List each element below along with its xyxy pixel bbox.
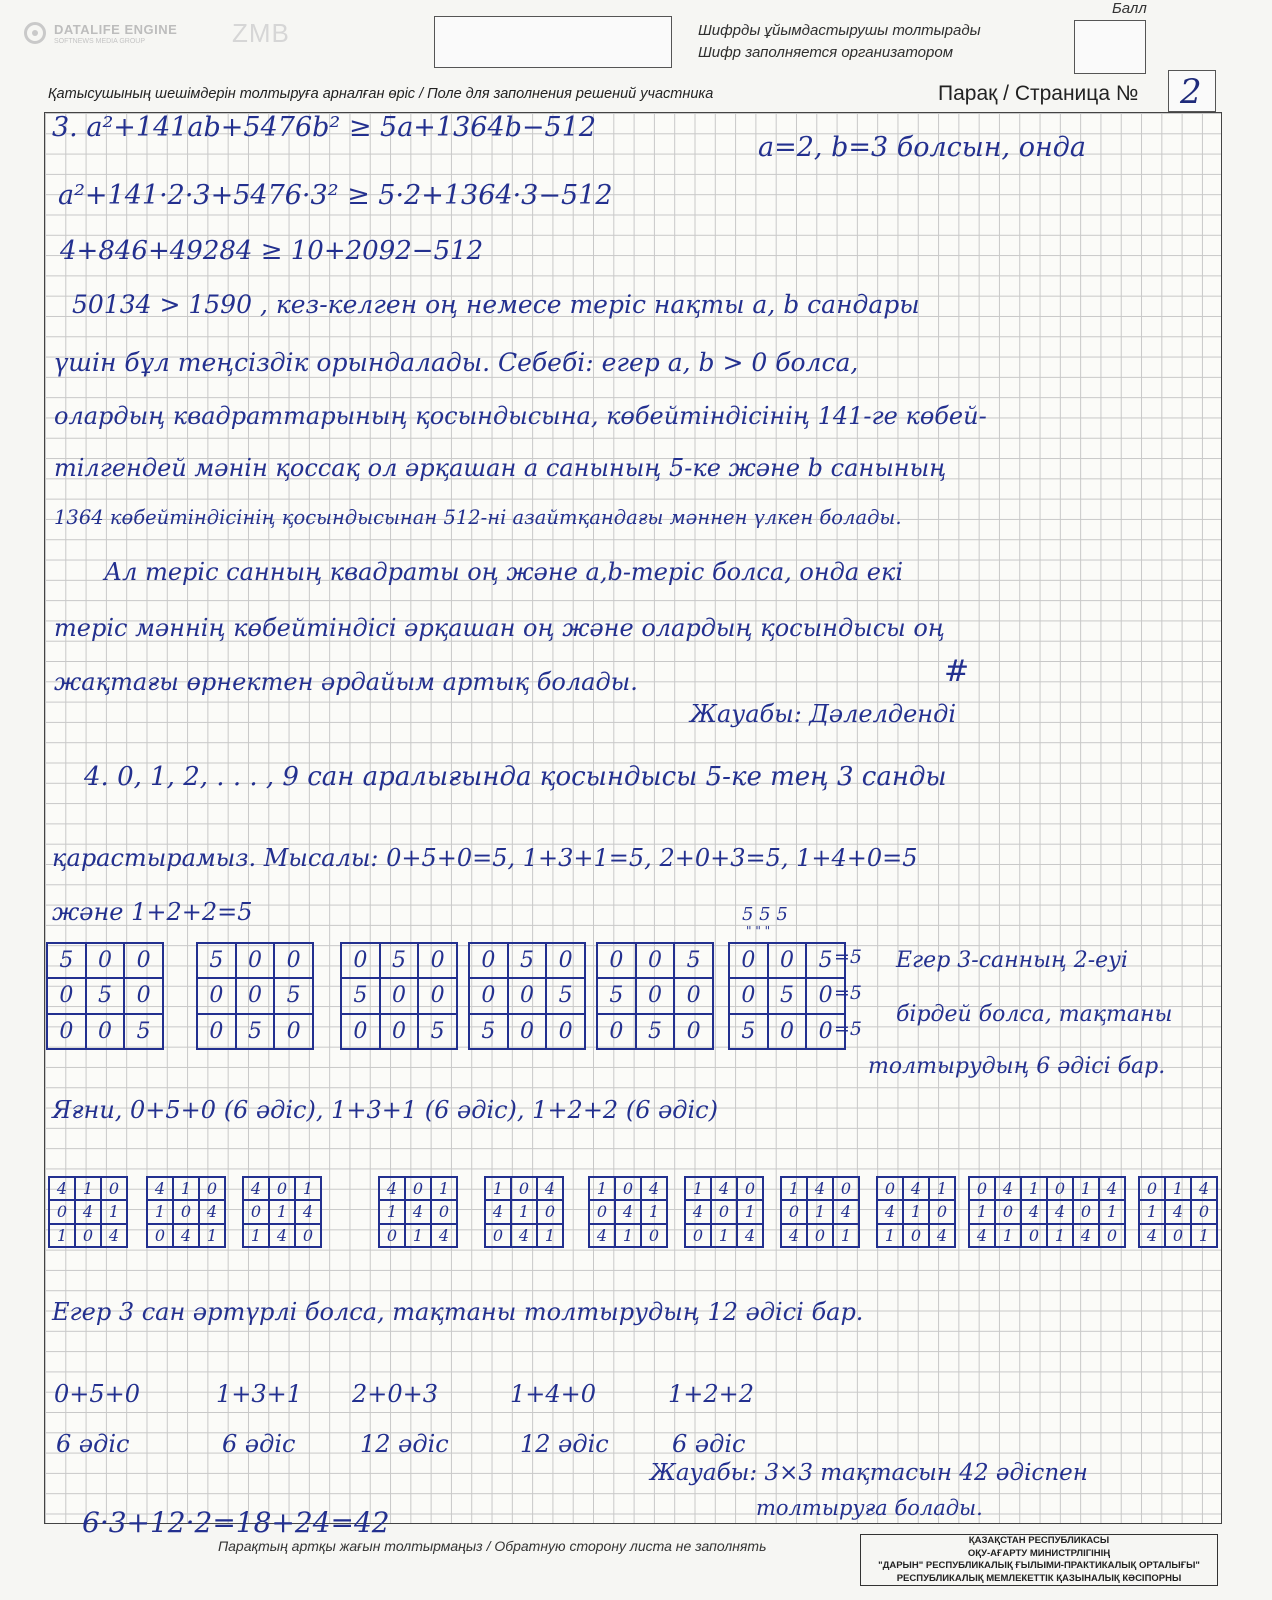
- board-cell: 0: [615, 1177, 641, 1200]
- board-twelve-ways: [484, 1176, 564, 1248]
- board-cell: 1: [903, 1200, 929, 1223]
- board-cell: 4: [243, 1177, 269, 1200]
- board-cell: 0: [431, 1200, 457, 1223]
- board-cell: 5: [274, 978, 313, 1013]
- board-cell: 5: [546, 978, 585, 1013]
- board-cell: 4: [1139, 1224, 1165, 1247]
- board-cell: 0: [47, 978, 86, 1013]
- column-sum-label: 5 5 5: [742, 904, 788, 925]
- row-sum-label: =5: [834, 982, 863, 1004]
- board-cell: 4: [641, 1177, 667, 1200]
- board-cell: 4: [431, 1224, 457, 1247]
- board-cell: 0: [1191, 1200, 1217, 1223]
- board-cell: 4: [1191, 1177, 1217, 1200]
- board-cell: 1: [1047, 1224, 1073, 1247]
- board-cell: 0: [341, 943, 380, 978]
- row-sum-label: =5: [834, 946, 863, 968]
- board-cell: 5: [508, 943, 547, 978]
- board-cell: 0: [1099, 1224, 1125, 1247]
- board-cell: 0: [485, 1224, 511, 1247]
- board-cell: 0: [243, 1200, 269, 1223]
- case-ways: 12 әдіс: [360, 1430, 449, 1458]
- board-cell: 0: [341, 1014, 380, 1049]
- stamp-line: ҚАЗАҚСТАН РЕСПУБЛИКАСЫ: [968, 1535, 1110, 1546]
- note-six-line: толтырудың 6 әдісі бар.: [868, 1054, 1166, 1079]
- board-cell: 0: [903, 1224, 929, 1247]
- board-cell: 4: [379, 1177, 405, 1200]
- score-box: [1074, 20, 1146, 74]
- problem4-statement: 4. 0, 1, 2, . . . , 9 сан аралығында қосындысы 5-ке тең 3 санды: [84, 762, 947, 792]
- board-cell: 0: [236, 943, 275, 978]
- board-cell: 4: [1165, 1200, 1191, 1223]
- board-cell: 0: [511, 1177, 537, 1200]
- board-cell: 5: [729, 1014, 768, 1049]
- board-six-ways: [196, 942, 314, 1050]
- board-cell: 1: [685, 1177, 711, 1200]
- problem4-answer-line: Жауабы: 3×3 тақтасын 42 әдіспен: [650, 1460, 1088, 1486]
- problem3-text-line: Ал теріс санның квадраты оң және a,b-теріс болса, онда екі: [104, 558, 904, 586]
- board-cell: 4: [1099, 1177, 1125, 1200]
- board-cell: 0: [1047, 1177, 1073, 1200]
- board-cell: 1: [807, 1200, 833, 1223]
- board-cell: 0: [173, 1200, 199, 1223]
- board-cell: 0: [589, 1200, 615, 1223]
- problem3-statement: 3. a²+141ab+5476b² ≥ 5a+1364b−512: [52, 112, 597, 143]
- case-expr: 1+3+1: [216, 1380, 303, 1408]
- board-cell: 1: [1191, 1224, 1217, 1247]
- board-cell: 4: [969, 1224, 995, 1247]
- board-cell: 0: [546, 1014, 585, 1049]
- board-cell: 4: [589, 1224, 615, 1247]
- board-cell: 0: [418, 978, 457, 1013]
- board-cell: 0: [469, 943, 508, 978]
- problem3-text-line: жақтағы өрнектен әрдайым артық болады.: [54, 668, 638, 696]
- watermark-zmb: ZMB: [232, 18, 290, 48]
- board-cell: 0: [147, 1224, 173, 1247]
- case-expr: 0+5+0: [54, 1380, 141, 1408]
- page-number: 2: [1180, 72, 1202, 112]
- board-cell: 0: [1073, 1200, 1099, 1223]
- logo-text: DATALIFE ENGINE: [54, 22, 178, 37]
- board-cell: 5: [86, 978, 125, 1013]
- board-cell: 4: [537, 1177, 563, 1200]
- board-cell: 5: [47, 943, 86, 978]
- board-cell: 1: [379, 1200, 405, 1223]
- board-cell: 0: [1165, 1224, 1191, 1247]
- board-cell: 4: [903, 1177, 929, 1200]
- board-cell: 0: [969, 1177, 995, 1200]
- board-cell: 1: [199, 1224, 225, 1247]
- board-cell: 5: [597, 978, 636, 1013]
- board-cell: 4: [405, 1200, 431, 1223]
- problem3-text-line: теріс мәннің көбейтіндісі әрқашан оң және олардың қосындысы оң: [54, 614, 945, 642]
- board-cell: 0: [729, 978, 768, 1013]
- board-six-ways: [340, 942, 458, 1050]
- case-expr: 2+0+3: [352, 1380, 439, 1408]
- board-cell: 0: [641, 1224, 667, 1247]
- board-cell: 5: [341, 978, 380, 1013]
- board-cell: 1: [641, 1200, 667, 1223]
- problem3-text-line: 1364 көбейтіндісінің қосындысынан 512-ні азайтқандағы мәннен үлкен болады.: [54, 506, 902, 529]
- board-cell: 0: [807, 1224, 833, 1247]
- board-cell: 1: [147, 1200, 173, 1223]
- board-cell: 1: [781, 1177, 807, 1200]
- board-cell: 4: [147, 1177, 173, 1200]
- case-ways: 6 әдіс: [672, 1430, 746, 1458]
- board-six-ways: [468, 942, 586, 1050]
- board-cell: 5: [674, 943, 713, 978]
- case-ways: 6 әдіс: [56, 1430, 130, 1458]
- board-cell: 4: [75, 1200, 101, 1223]
- cipher-label-ru: Шифр заполняется организатором: [698, 44, 953, 61]
- stamp-line: "ДАРЫН" РЕСПУБЛИКАЛЫҚ ҒЫЛЫМИ-ПРАКТИКАЛЫҚ ОРТАЛЫҒЫ": [878, 1560, 1200, 1571]
- board-cell: 1: [1139, 1200, 1165, 1223]
- board-cell: 1: [969, 1200, 995, 1223]
- board-cell: 1: [537, 1224, 563, 1247]
- board-cell: 5: [636, 1014, 675, 1049]
- board-cell: 1: [711, 1224, 737, 1247]
- board-cell: 0: [379, 1224, 405, 1247]
- case-expr: 1+4+0: [510, 1380, 597, 1408]
- problem3-text-line: 50134 > 1590 , кез-келген оң немесе теріс нақты a, b сандары: [72, 290, 920, 319]
- board-cell: 0: [636, 978, 675, 1013]
- board-cell: 4: [199, 1200, 225, 1223]
- board-cell: 1: [431, 1177, 457, 1200]
- board-cell: 4: [1073, 1224, 1099, 1247]
- board-cell: 1: [511, 1200, 537, 1223]
- board-cell: 4: [833, 1200, 859, 1223]
- board-cell: 1: [737, 1200, 763, 1223]
- board-twelve-ways: [48, 1176, 128, 1248]
- board-cell: 0: [86, 943, 125, 978]
- board-cell: 5: [380, 943, 419, 978]
- board-cell: 0: [124, 943, 163, 978]
- board-twelve-ways: [684, 1176, 764, 1248]
- page-label: Парақ / Страница №: [938, 82, 1139, 105]
- board-cell: 0: [737, 1177, 763, 1200]
- board-cell: 5: [768, 978, 807, 1013]
- board-cell: 4: [995, 1177, 1021, 1200]
- board-cell: 4: [511, 1224, 537, 1247]
- board-cell: 0: [636, 943, 675, 978]
- note-twelve: Егер 3 сан әртүрлі болса, тақтаны толтырудың 12 әдісі бар.: [52, 1298, 864, 1326]
- board-cell: 0: [995, 1200, 1021, 1223]
- board-cell: 0: [49, 1200, 75, 1223]
- board-cell: 4: [781, 1224, 807, 1247]
- board-cell: 1: [877, 1224, 903, 1247]
- problem4-examples: қарастырамыз. Мысалы: 0+5+0=5, 1+3+1=5, 2+0+3=5, 1+4+0=5: [52, 844, 918, 872]
- stamp-line: ОҚУ-АҒАРТУ МИНИСТРЛІГІНІҢ: [967, 1547, 1111, 1559]
- board-cell: 0: [729, 943, 768, 978]
- cipher-box: [434, 16, 672, 68]
- board-cell: 1: [1073, 1177, 1099, 1200]
- board-cell: 1: [49, 1224, 75, 1247]
- board-cell: 0: [197, 1014, 236, 1049]
- board-cell: 0: [546, 943, 585, 978]
- case-ways: 6 әдіс: [222, 1430, 296, 1458]
- problem3-substitution-note: a=2, b=3 болсын, онда: [758, 132, 1086, 163]
- board-cell: 5: [418, 1014, 457, 1049]
- board-cell: 1: [243, 1224, 269, 1247]
- board-cell: 5: [469, 1014, 508, 1049]
- problem3-answer: Жауабы: Дәлелденді: [690, 700, 957, 728]
- case-expr: 1+2+2: [668, 1380, 755, 1408]
- board-cell: 1: [269, 1200, 295, 1223]
- board-cell: 0: [75, 1224, 101, 1247]
- board-cell: 4: [929, 1224, 955, 1247]
- board-cell: 4: [685, 1200, 711, 1223]
- board-cell: 0: [405, 1177, 431, 1200]
- board-cell: 0: [269, 1177, 295, 1200]
- board-cell: 0: [806, 1014, 845, 1049]
- board-cell: 4: [711, 1177, 737, 1200]
- board-cell: 1: [75, 1177, 101, 1200]
- board-cell: 0: [781, 1200, 807, 1223]
- problem4-answer-line: толтыруға болады.: [756, 1496, 983, 1520]
- board-cell: 4: [485, 1200, 511, 1223]
- board-cell: 0: [597, 943, 636, 978]
- board-cell: 4: [737, 1224, 763, 1247]
- board-cell: 0: [47, 1014, 86, 1049]
- board-twelve-ways: [1046, 1176, 1126, 1248]
- board-cell: 0: [806, 978, 845, 1013]
- board-cell: 0: [1139, 1177, 1165, 1200]
- problem3-substituted: a²+141·2·3+5476·3² ≥ 5·2+1364·3−512: [58, 180, 613, 211]
- problem4-examples-end: және 1+2+2=5: [52, 898, 253, 926]
- board-twelve-ways: [378, 1176, 458, 1248]
- board-cell: 0: [380, 1014, 419, 1049]
- logo-subtext: SOFTNEWS MEDIA GROUP: [54, 38, 146, 45]
- board-cell: 1: [1165, 1177, 1191, 1200]
- board-cell: 4: [295, 1200, 321, 1223]
- board-cell: 1: [615, 1224, 641, 1247]
- field-label: Қатысушының шешімдерін толтыруға арналған өріс / Поле для заполнения решений участника: [48, 86, 714, 102]
- board-cell: 1: [1099, 1200, 1125, 1223]
- board-twelve-ways: [242, 1176, 322, 1248]
- board-cell: 0: [711, 1200, 737, 1223]
- board-cell: 0: [86, 1014, 125, 1049]
- board-cell: 0: [101, 1177, 127, 1200]
- board-cell: 1: [405, 1224, 431, 1247]
- board-twelve-ways: [146, 1176, 226, 1248]
- board-cell: 0: [197, 978, 236, 1013]
- board-cell: 1: [1021, 1177, 1047, 1200]
- board-cell: 0: [537, 1200, 563, 1223]
- board-cell: 1: [173, 1177, 199, 1200]
- board-cell: 0: [380, 978, 419, 1013]
- board-cell: 0: [674, 1014, 713, 1049]
- board-cell: 1: [589, 1177, 615, 1200]
- board-six-ways: [596, 942, 714, 1050]
- note-six-line: бірдей болса, тақтаны: [896, 1002, 1173, 1027]
- board-cell: 4: [101, 1224, 127, 1247]
- cipher-label-kz: Шифрды ұйымдастырушы толтырады: [698, 22, 981, 39]
- board-cell: 4: [807, 1177, 833, 1200]
- footer-note: Парақтың артқы жағын толтырмаңыз / Обратную сторону листа не заполнять: [218, 1538, 767, 1554]
- board-cell: 5: [124, 1014, 163, 1049]
- board-cell: 4: [1021, 1200, 1047, 1223]
- board-cell: 4: [877, 1200, 903, 1223]
- board-cell: 0: [274, 1014, 313, 1049]
- datalife-logo: [22, 18, 222, 52]
- board-cell: 0: [768, 943, 807, 978]
- board-cell: 0: [508, 1014, 547, 1049]
- board-cell: 0: [469, 978, 508, 1013]
- total-calculation: 6·3+12·2=18+24=42: [82, 1506, 390, 1539]
- board-cell: 1: [295, 1177, 321, 1200]
- board-cell: 5: [236, 1014, 275, 1049]
- board-twelve-ways: [968, 1176, 1048, 1248]
- board-cell: 5: [806, 943, 845, 978]
- board-cell: 1: [995, 1224, 1021, 1247]
- board-cell: 0: [124, 978, 163, 1013]
- board-cell: 0: [418, 943, 457, 978]
- stamp-line: РЕСПУБЛИКАЛЫҚ МЕМЛЕКЕТТІК ҚАЗЫНАЛЫҚ КӘСІПОРНЫ: [896, 1572, 1182, 1584]
- case-ways: 12 әдіс: [520, 1430, 609, 1458]
- problem3-end-mark: #: [944, 654, 970, 689]
- board-cell: 4: [615, 1200, 641, 1223]
- board-cell: 0: [199, 1177, 225, 1200]
- board-cell: 0: [1021, 1224, 1047, 1247]
- board-cell: 0: [508, 978, 547, 1013]
- logo-circle-icon: [24, 22, 46, 44]
- board-cell: 0: [597, 1014, 636, 1049]
- problem3-text-line: үшін бұл теңсіздік орындалады. Себебі: егер a, b > 0 болса,: [54, 348, 859, 377]
- board-cell: 0: [768, 1014, 807, 1049]
- organizer-stamp: [860, 1534, 1218, 1586]
- board-cell: 1: [929, 1177, 955, 1200]
- row-sum-label: =5: [834, 1018, 863, 1040]
- board-cell: 1: [101, 1200, 127, 1223]
- problem3-computed: 4+846+49284 ≥ 10+2092−512: [60, 236, 484, 266]
- board-cell: 1: [833, 1224, 859, 1247]
- board-cell: 0: [236, 978, 275, 1013]
- board-cell: 0: [929, 1200, 955, 1223]
- board-cell: 4: [173, 1224, 199, 1247]
- board-six-ways: [728, 942, 846, 1050]
- board-twelve-ways: [780, 1176, 860, 1248]
- board-cell: 0: [274, 943, 313, 978]
- score-label: Балл: [1112, 0, 1147, 17]
- board-cell: 0: [674, 978, 713, 1013]
- column-sum-ticks: " " ": [746, 924, 771, 938]
- board-cell: 0: [685, 1224, 711, 1247]
- board-cell: 4: [1047, 1200, 1073, 1223]
- board-cell: 1: [485, 1177, 511, 1200]
- board-cell: 0: [833, 1177, 859, 1200]
- board-cell: 0: [877, 1177, 903, 1200]
- board-twelve-ways: [876, 1176, 956, 1248]
- board-twelve-ways: [1138, 1176, 1218, 1248]
- problem3-text-line: олардың квадраттарының қосындысына, көбейтіндісінің 141-ге көбей-: [54, 402, 987, 430]
- board-cell: 4: [269, 1224, 295, 1247]
- board-cell: 0: [295, 1224, 321, 1247]
- summary-line: Яғни, 0+5+0 (6 әдіс), 1+3+1 (6 әдіс), 1+2+2 (6 әдіс): [52, 1096, 718, 1124]
- board-twelve-ways: [588, 1176, 668, 1248]
- board-six-ways: [46, 942, 164, 1050]
- board-cell: 4: [49, 1177, 75, 1200]
- problem3-text-line: тілгендей мәнін қоссақ ол әрқашан a санының 5-ке және b санының: [54, 454, 947, 482]
- note-six-line: Егер 3-санның 2-еуі: [896, 948, 1128, 973]
- cipher-label: [698, 20, 981, 64]
- board-cell: 5: [197, 943, 236, 978]
